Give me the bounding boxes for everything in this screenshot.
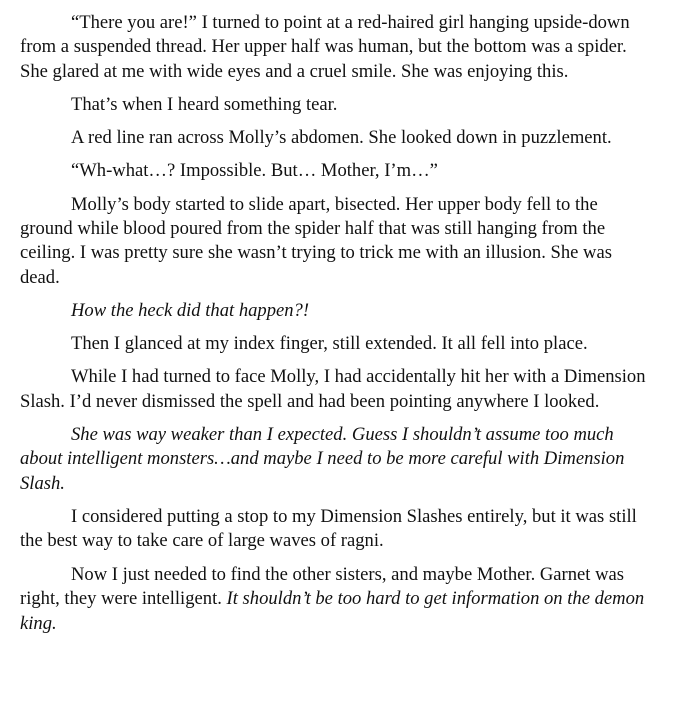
paragraph-find-sisters [20,563,652,636]
paragraph-heard-tear: That’s when I heard something tear. [71,94,338,116]
paragraph-molly-dialogue: “Wh-what…? Impossible. But… Mother, I’m…” [71,160,438,182]
paragraph-inner-thought-how: How the heck did that happen?! [71,300,310,322]
book-page [20,11,652,645]
paragraph-inner-thought-weaker: She was way weaker than I expected. Guess I shouldn’t assume too much about intelligent monsters…and maybe I need to be more careful with Dimension Slash. [20,424,625,494]
paragraph-find-sisters-thought: It shouldn’t be too hard to get information on the demon king. [20,588,645,634]
paragraph-index-finger: Then I glanced at my index finger, still extended. It all fell into place. [71,333,588,355]
paragraph-body-bisected: Molly’s body started to slide apart, bisected. Her upper body fell to the ground while blood poured from the spider half that was still hanging from the ceiling. I was pretty sure she wasn’t trying to trick me with an illusion. She was dead. [20,193,612,288]
paragraph-find-sisters-text: Now I just needed to find the other sisters, and maybe Mother. Garnet was right, they were intelligent. [20,563,625,610]
paragraph-red-line: A red line ran across Molly’s abdomen. She looked down in puzzlement. [71,127,612,149]
paragraph-dimension-slash-accident: While I had turned to face Molly, I had accidentally hit her with a Dimension Slash. I’d never dismissed the spell and had been pointing anywhere I looked. [20,366,646,412]
paragraph-considered-stop: I considered putting a stop to my Dimension Slashes entirely, but it was still the best way to take care of large waves of ragni. [20,506,637,552]
paragraph-there-you-are: “There you are!” I turned to point at a red-haired girl hanging upside-down from a suspended thread. Her upper half was human, but the bottom was a spider. She glared at me with wide eyes and a cruel smile. She was enjoying this. [20,12,630,82]
